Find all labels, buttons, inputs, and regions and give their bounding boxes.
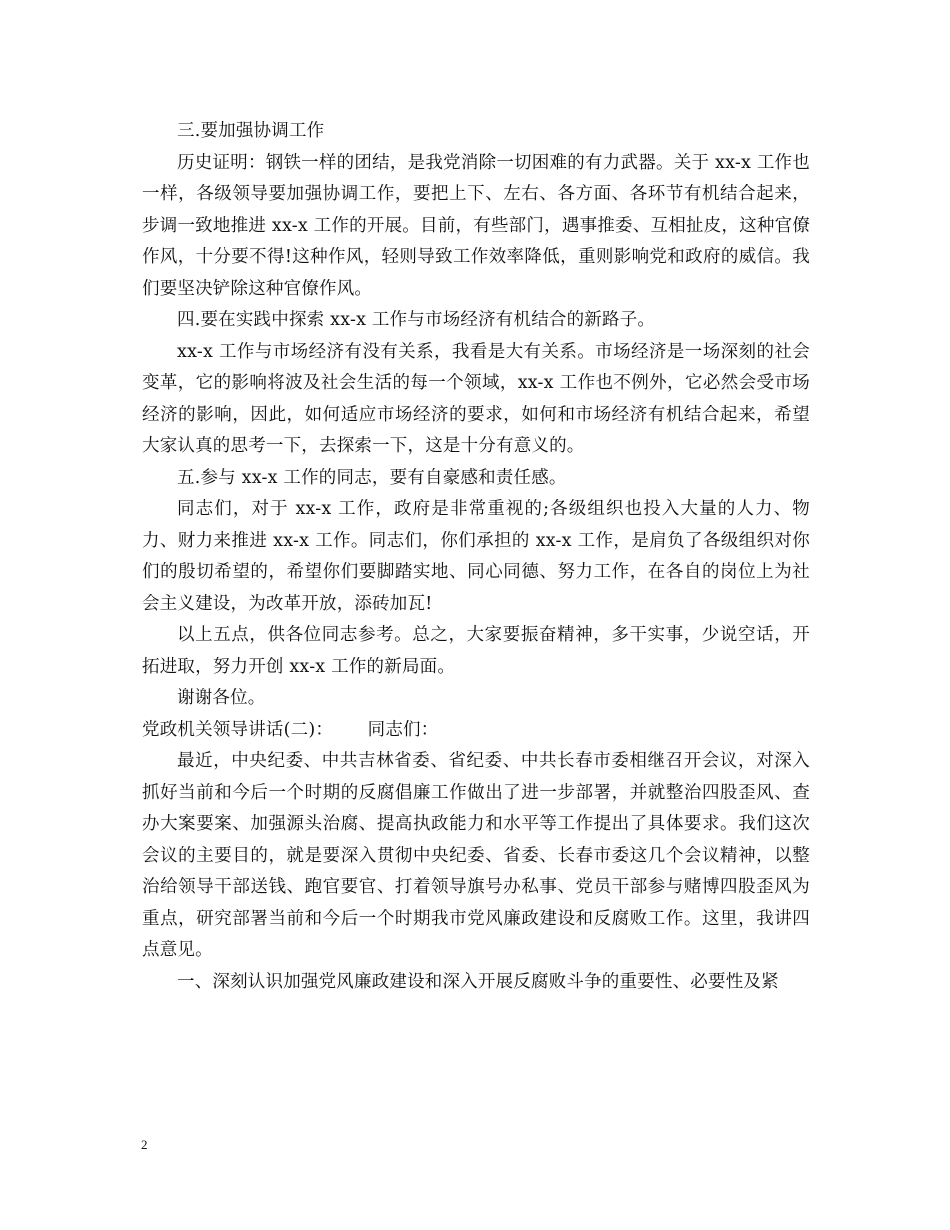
speech-two-paragraph: 最近，中央纪委、中共吉林省委、省纪委、中共长春市委相继召开会议，对深入抓好当前和今后一个时期的反腐倡廉工作做出了进一步部署，并就整治四股歪风、查办大案要案、加强源头治腐、提高执政能力和水平等工作提出了具体要求。我们这次会议的主要目的，就是要深入贯彻中央纪委、省委、长春市委这几个会议精神，以整治给领导干部送钱、跑官要官、打着领导旗号办私事、党员干部参与赌博四股歪风为重点，研究部署当前和今后一个时期我市党风廉政建设和反腐败工作。这里，我讲四点意见。 xyxy=(142,751,810,960)
section-heading-three: 三.要加强协调工作 xyxy=(177,121,325,141)
document-body xyxy=(142,116,810,998)
section-heading-five: 五.参与 xx-x 工作的同志，要有自豪感和责任感。 xyxy=(177,467,567,488)
thanks-paragraph: 谢谢各位。 xyxy=(177,688,266,708)
section-paragraph-four: xx-x 工作与市场经济有没有关系，我看是大有关系。市场经济是一场深刻的社会变革，它的影响将波及社会生活的每一个领域，xx-x 工作也不例外，它必然会受市场经济的影响，因此，如何适应市场经济的要求，如何和市场经济有机结合起来，希望大家认真的思考一下，去探索一下，这是十分有意义的。 xyxy=(142,341,810,456)
section-paragraph-five: 同志们，对于 xx-x 工作，政府是非常重视的;各级组织也投入大量的人力、物力、财力来推进 xx-x 工作。同志们，你们承担的 xx-x 工作，是肩负了各级组织对你们的殷切希望的，希望你们要脚踏实地、同心同德、努力工作，在各自的岗位上为社会主义建设，为改革开放，添砖加瓦! xyxy=(142,499,810,614)
section-heading-four: 四.要在实践中探索 xx-x 工作与市场经济有机结合的新路子。 xyxy=(177,310,656,330)
section-paragraph-three: 历史证明：钢铁一样的团结，是我党消除一切困难的有力武器。关于 xx-x 工作也一样，各级领导要加强协调工作，要把上下、左右、各方面、各环节有机结合起来，步调一致地推进 xx-x 工作的开展。目前，有些部门，遇事推委、互相扯皮，这种官僚作风，十分要不得!这种作风，轻则导致工作效率降低，重则影响党和政府的威信。我们要坚决铲除这种官僚作风。 xyxy=(142,152,810,299)
speech-two-heading-one: 一、深刻认识加强党风廉政建设和深入开展反腐败斗争的重要性、必要性及紧 xyxy=(177,971,779,992)
summary-paragraph: 以上五点，供各位同志参考。总之，大家要振奋精神，多干实事，少说空话，开拓进取，努力开创 xx-x 工作的新局面。 xyxy=(142,625,810,677)
speech-two-title: 党政机关领导讲话(二)： 同志们： xyxy=(142,719,439,740)
page-number: 2 xyxy=(141,1137,148,1152)
